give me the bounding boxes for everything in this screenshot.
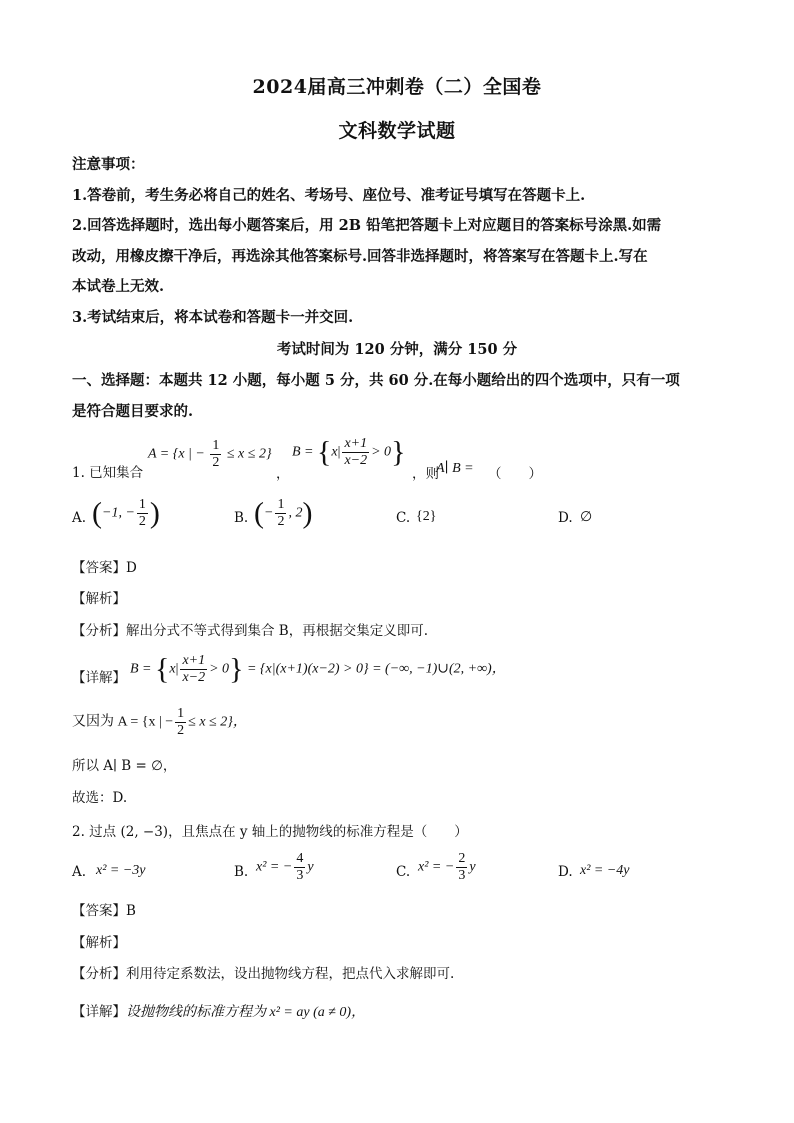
q1-set-b [292, 436, 405, 469]
q1-option-a-label: A. [72, 510, 87, 526]
q1-set-a-right: ≤ x ≤ 2} [226, 446, 272, 462]
q1-option-a-fraction [137, 497, 148, 530]
q1-answer-tag: 【答案】 [72, 560, 126, 576]
q2-option-b-den: 3 [296, 868, 304, 883]
q2-option-c-den: 3 [458, 868, 466, 883]
q1-detail-formula [130, 653, 506, 686]
q2-option-c-fraction [456, 851, 467, 884]
q1-option-d-value: ∅ [580, 510, 593, 525]
q1-fenxi-tag: 【分析】 [72, 623, 126, 639]
q1-again [72, 706, 247, 739]
q1-again-post: ≤ x ≤ 2}， [188, 714, 247, 730]
q1-set-b-num: x+1 [344, 436, 368, 451]
q2-option-d-value: x² = −4y [580, 863, 630, 878]
q1-answer-value: D [126, 560, 137, 576]
notice-item-3: 3.考试结束后，将本试卷和答题卡一并交回. [72, 309, 354, 326]
q2-analysis-tag: 【解析】 [72, 935, 126, 951]
q2-option-b-post: y [307, 859, 314, 875]
q2-option-b-value [256, 851, 314, 884]
q1-ask: A∣ B = [436, 461, 474, 476]
q1-again-num: 1 [177, 706, 185, 721]
q2-fenxi-text: 利用待定系数法，设出抛物线方程，把点代入求解即可. [126, 966, 455, 982]
q1-set-b-fraction [342, 436, 369, 469]
q2-option-a-value: x² = −3y [96, 863, 146, 878]
q1-detail-var: x [169, 661, 176, 677]
q1-option-b-den: 2 [277, 514, 285, 529]
q1-set-a [148, 438, 272, 471]
q2-option-c-value [418, 851, 476, 884]
q2-option-c-num: 2 [458, 851, 466, 866]
q2-detail-tag: 【详解】 [72, 1004, 126, 1020]
q1-option-b-post: , 2 [288, 505, 303, 521]
q2-option-b-pre: x² = − [256, 859, 293, 875]
notice-heading: 注意事项： [72, 156, 145, 173]
q2-option-b-label: B. [234, 864, 249, 880]
paren-close: ) [302, 496, 313, 530]
q2-option-a-label: A. [72, 864, 87, 880]
q1-option-b-fraction [275, 497, 286, 530]
q1-answer [72, 556, 137, 576]
q1-set-a-num: 1 [212, 438, 220, 453]
q1-set-a-left: A = {x | − [148, 446, 205, 462]
q1-detail-b: B = [130, 661, 152, 677]
paren-open: ( [254, 496, 264, 530]
q1-set-a-den: 2 [212, 455, 220, 470]
q1-set-b-bar: | [337, 444, 341, 460]
q1-again-den: 2 [177, 723, 185, 738]
notice-item-2-line-1: 2.回答选择题时，选出每小题答案后，用 2B 铅笔把答题卡上对应题目的答案标号涂黑.如需 [72, 217, 662, 234]
section-1-heading-line-1: 一、选择题：本题共 12 小题，每小题 5 分，共 60 分.在每小题给出的四个选项中，只有一项 [72, 372, 680, 389]
q1-option-b-num: 1 [277, 497, 285, 512]
q1-option-a-value [92, 497, 160, 530]
q1-option-c-label: C. [396, 510, 411, 526]
q1-detail-fraction [180, 653, 207, 686]
q2-fenxi [72, 962, 454, 982]
q1-detail-tag: 【详解】 [72, 670, 126, 686]
q1-set-b-den: x−2 [344, 453, 368, 468]
q1-option-b-label: B. [234, 510, 249, 526]
paren-close: ) [149, 496, 160, 530]
q1-set-a-fraction [210, 438, 221, 471]
q1-comma: ， [276, 466, 290, 482]
notice-item-1: 1.答卷前，考生务必将自己的姓名、考场号、座位号、准考证号填写在答题卡上. [72, 187, 586, 204]
q2-option-d-label: D. [558, 864, 573, 880]
bar: | [175, 661, 179, 677]
page-subtitle: 文科数学试题 [338, 120, 456, 142]
q1-set-b-left: B = [292, 444, 314, 460]
q1-then: ，则 [412, 466, 439, 482]
q1-detail-rest: = {x|(x+1)(x−2) > 0} = (−∞, −1)∪(2, +∞)， [246, 661, 506, 677]
q1-again-fraction [175, 706, 186, 739]
paren-open: ( [92, 496, 102, 530]
q2-fenxi-tag: 【分析】 [72, 966, 126, 982]
q1-option-a-den: 2 [138, 514, 146, 529]
exam-time: 考试时间为 120 分钟，满分 150 分 [276, 341, 518, 358]
q2-detail [72, 1000, 365, 1021]
q2-answer [72, 899, 136, 919]
q1-set-b-var: x [331, 444, 338, 460]
q2-option-c-pre: x² = − [418, 859, 455, 875]
q1-analysis-tag: 【解析】 [72, 591, 126, 607]
q2-option-b-fraction [294, 851, 305, 884]
notice-item-2-line-3: 本试卷上无效. [72, 278, 165, 295]
q2-answer-value: B [126, 903, 136, 919]
q1-again-pre: 又因为 A = {x | − [72, 714, 174, 730]
q1-set-b-right: > 0 [371, 444, 392, 460]
q1-detail-num: x+1 [182, 653, 206, 668]
q2-option-c-post: y [469, 859, 476, 875]
q1-choose: 故选：D. [72, 790, 128, 806]
q2-stem: 2. 过点 (2, −3)，且焦点在 y 轴上的抛物线的标准方程是（ ） [72, 824, 468, 840]
q1-set-b-open-brace: { [317, 435, 332, 469]
q1-option-b-pre: − [264, 505, 274, 521]
page-title: 2024届高三冲刺卷（二）全国卷 [252, 76, 542, 98]
q1-blank: （ ） [488, 466, 542, 482]
q1-prefix: 1. 已知集合 [72, 465, 144, 481]
q1-option-c-value: {2} [416, 509, 437, 524]
q1-option-a-num: 1 [138, 497, 146, 512]
q2-option-c-label: C. [396, 864, 411, 880]
brace-open: { [155, 652, 170, 686]
q2-detail-text: 设抛物线的标准方程为 x² = ay (a ≠ 0)， [126, 1005, 366, 1020]
q1-set-b-close-brace: } [391, 435, 406, 469]
brace-close: } [229, 652, 244, 686]
q1-option-a-pre: −1, − [102, 505, 135, 521]
q1-so: 所以 A∣ B = ∅， [72, 758, 177, 774]
q1-option-b-value [254, 497, 312, 530]
q2-option-b-num: 4 [296, 851, 304, 866]
section-1-heading-line-2: 是符合题目要求的. [72, 403, 194, 420]
q1-detail-gt: > 0 [209, 661, 230, 677]
q1-fenxi [72, 619, 428, 639]
q1-option-d-label: D. [558, 510, 573, 526]
notice-item-2-line-2: 改动，用橡皮擦干净后，再选涂其他答案标号.回答非选择题时，将答案写在答题卡上.写在 [72, 248, 648, 265]
q1-fenxi-text: 解出分式不等式得到集合 B，再根据交集定义即可. [126, 623, 429, 639]
q2-answer-tag: 【答案】 [72, 903, 126, 919]
q1-detail-den: x−2 [182, 670, 206, 685]
